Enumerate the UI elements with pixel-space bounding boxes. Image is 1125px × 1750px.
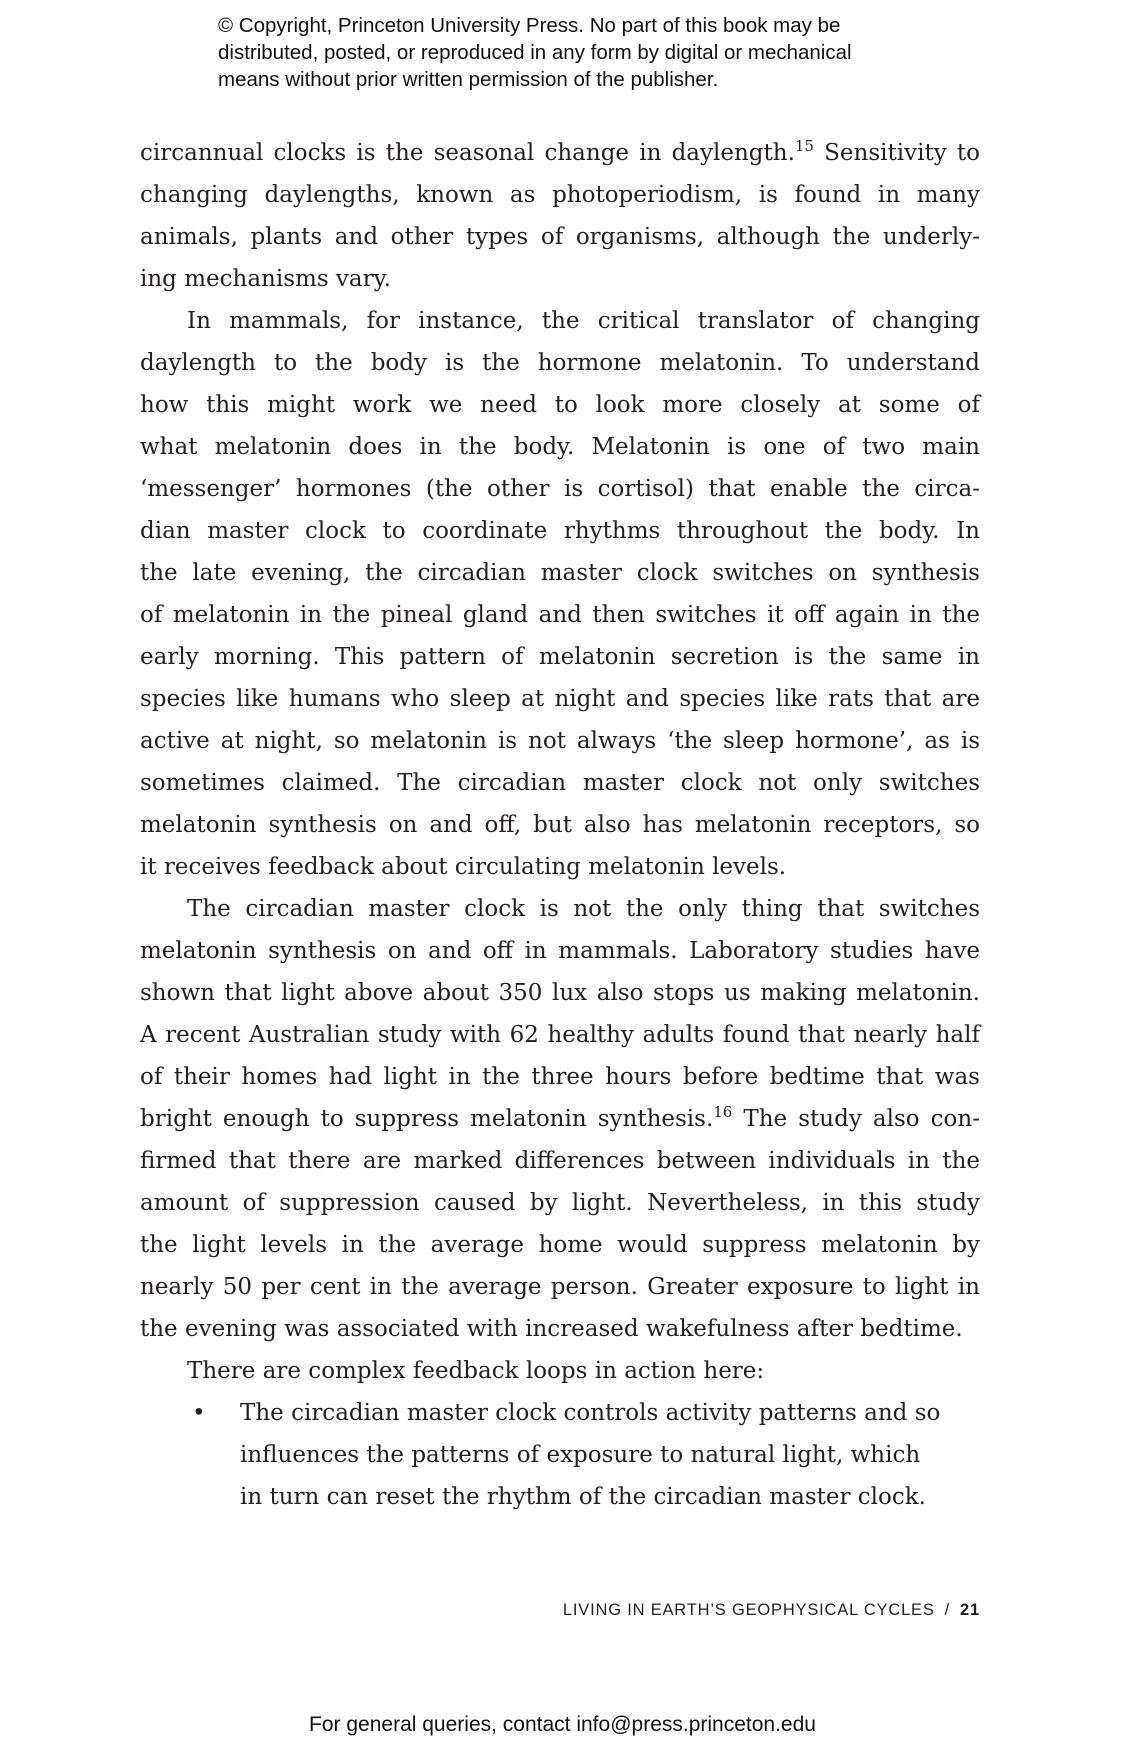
- text-line: the evening was associated with increased wakefulness after bedtime.: [140, 1316, 963, 1342]
- text-line: active at night, so melatonin is not always ‘the sleep hormone’, as is: [140, 728, 980, 754]
- text-fragment: The study also con-: [732, 1106, 980, 1132]
- text-line: melatonin synthesis on and off, but also has melatonin receptors, so: [140, 812, 980, 838]
- text-line: A recent Australian study with 62 healthy adults found that nearly half: [140, 1022, 980, 1048]
- text-line: what melatonin does in the body. Melatonin is one of two main: [140, 434, 980, 460]
- copyright-notice: [218, 12, 938, 93]
- text-line: changing daylengths, known as photoperiodism, is found in many: [140, 182, 980, 208]
- footnote-ref: 16: [713, 1103, 733, 1121]
- text-line: The circadian master clock is not the only thing that switches: [187, 896, 980, 922]
- paragraph-1: [140, 132, 980, 300]
- bullet-marker: •: [192, 1400, 206, 1426]
- text-line: the light levels in the average home would suppress melatonin by: [140, 1232, 980, 1258]
- text-line: of melatonin in the pineal gland and then switches it off again in the: [140, 602, 980, 628]
- text-line: ing mechanisms vary.: [140, 266, 391, 292]
- paragraph-2: [140, 300, 980, 888]
- text-fragment: Sensitivity to: [813, 140, 980, 166]
- text-line: melatonin synthesis on and off in mammals. Laboratory studies have: [140, 938, 980, 964]
- text-line: [140, 132, 980, 174]
- copyright-line: means without prior written permission of the publisher.: [218, 68, 719, 91]
- paragraph-4: [140, 1350, 980, 1392]
- text-line: shown that light above about 350 lux also stops us making melatonin.: [140, 980, 980, 1006]
- copyright-line: distributed, posted, or reproduced in any form by digital or mechanical: [218, 41, 852, 64]
- text-line: dian master clock to coordinate rhythms throughout the body. In: [140, 518, 980, 544]
- running-footer-title: LIVING IN EARTH’S GEOPHYSICAL CYCLES: [562, 1601, 935, 1619]
- paragraph-3: [140, 888, 980, 1350]
- text-line: animals, plants and other types of organisms, although the underly-: [140, 224, 980, 250]
- text-line: daylength to the body is the hormone melatonin. To understand: [140, 350, 980, 376]
- text-fragment: circannual clocks is the seasonal change in daylength.: [140, 140, 795, 166]
- text-line: sometimes claimed. The circadian master clock not only switches: [140, 770, 980, 796]
- text-fragment: The circadian master clock controls activity patterns and so: [240, 1400, 941, 1426]
- text-line: influences the patterns of exposure to natural light, which: [240, 1442, 921, 1468]
- text-line: nearly 50 per cent in the average person. Greater exposure to light in: [140, 1274, 980, 1300]
- page-number: 21: [960, 1601, 980, 1619]
- text-line: There are complex feedback loops in action here:: [187, 1358, 765, 1384]
- text-line: species like humans who sleep at night and species like rats that are: [140, 686, 980, 712]
- text-line: ‘messenger’ hormones (the other is cortisol) that enable the circa-: [140, 476, 980, 502]
- text-line: amount of suppression caused by light. Nevertheless, in this study: [140, 1190, 980, 1216]
- text-line: firmed that there are marked differences between individuals in the: [140, 1148, 980, 1174]
- text-fragment: bright enough to suppress melatonin synthesis.: [140, 1106, 714, 1132]
- text-line: early morning. This pattern of melatonin secretion is the same in: [140, 644, 980, 670]
- text-line: of their homes had light in the three hours before bedtime that was: [140, 1064, 980, 1090]
- running-footer-separator: /: [944, 1601, 951, 1619]
- copyright-line: © Copyright, Princeton University Press. No part of this book may be: [218, 14, 841, 37]
- text-line: [140, 1098, 980, 1140]
- list-item: [140, 1392, 980, 1434]
- contact-line: For general queries, contact info@press.princeton.edu: [309, 1713, 816, 1736]
- text-line: how this might work we need to look more closely at some of: [140, 392, 980, 418]
- bullet-list: [140, 1392, 980, 1518]
- footnote-ref: 15: [794, 137, 814, 155]
- text-line: the late evening, the circadian master clock switches on synthesis: [140, 560, 980, 586]
- running-footer: [563, 1601, 980, 1620]
- text-line: In mammals, for instance, the critical translator of changing: [187, 308, 980, 334]
- body-text: [140, 132, 980, 1518]
- text-line: in turn can reset the rhythm of the circadian master clock.: [240, 1484, 926, 1510]
- text-line: it receives feedback about circulating melatonin levels.: [140, 854, 787, 880]
